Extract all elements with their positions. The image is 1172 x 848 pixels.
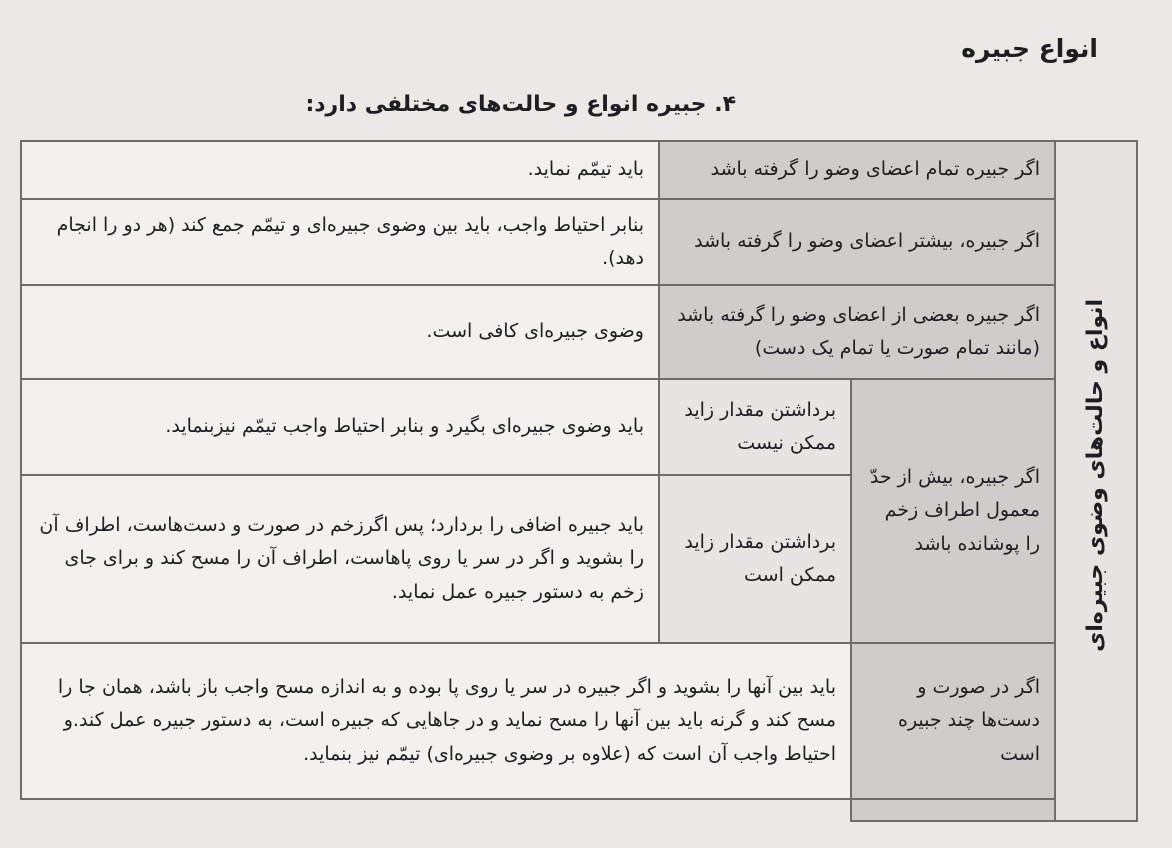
condition-cell: اگر جبیره بعضی از اعضای وضو را گرفته باشد (مانند تمام صورت یا تمام یک دست) — [659, 285, 1055, 379]
table-row — [21, 379, 1137, 475]
ruling-cell: باید بین آنها را بشوید و اگر جبیره در سر یا روی پا بوده و به اندازه مسح واجب باز باشد، همان جا را مسح کند و گرنه باید بین آنها را مسح نماید و در جاهایی که جبیره است، به دستور جبیره عمل کند.و احتیاط واجب آن است که (علاوه بر وضوی جبیره‌ای) تیمّم نیز بنماید. — [21, 643, 851, 799]
table-row — [21, 141, 1137, 199]
empty-cell — [21, 799, 851, 821]
ruling-cell: باید جبیره اضافی را بردارد؛ پس اگرزخم در صورت و دست‌هاست، اطراف آن را بشوید و اگر در سر یا روی پاهاست، اطراف آن را مسح کند و برای جای زخم به دستور جبیره عمل نماید. — [21, 475, 659, 643]
section-heading: انواع جبیره — [961, 34, 1098, 63]
table-row — [21, 799, 1137, 821]
condition-cell: اگر در صورت و دست‌ها چند جبیره است — [851, 643, 1055, 799]
condition-cell: اگر جبیره، بیش از حدّ معمول اطراف زخم را پوشانده باشد — [851, 379, 1055, 643]
ruling-cell: باید تیمّم نماید. — [21, 141, 659, 199]
intro-text: ۴. جبیره انواع و حالت‌های مختلفی دارد: — [305, 92, 736, 117]
ruling-cell: باید وضوی جبیره‌ای بگیرد و بنابر احتیاط واجب تیمّم نیزبنماید. — [21, 379, 659, 475]
side-label: انواع و حالت‌های وضوی جبیره‌ای — [1082, 298, 1108, 652]
condition-cell: اگر جبیره تمام اعضای وضو را گرفته باشد — [659, 141, 1055, 199]
table-row — [21, 643, 1137, 799]
ruling-cell: بنابر احتیاط واجب، باید بین وضوی جبیره‌ای و تیمّم جمع کند (هر دو را انجام دهد). — [21, 199, 659, 285]
ruling-cell: وضوی جبیره‌ای کافی است. — [21, 285, 659, 379]
table-row — [21, 199, 1137, 285]
empty-cell — [851, 799, 1055, 821]
subcase-cell: برداشتن مقدار زاید ممکن نیست — [659, 379, 851, 475]
side-label-cell — [1055, 141, 1137, 821]
subcase-cell: برداشتن مقدار زاید ممکن است — [659, 475, 851, 643]
jabira-types-table — [20, 140, 1138, 822]
condition-cell: اگر جبیره، بیشتر اعضای وضو را گرفته باشد — [659, 199, 1055, 285]
table-row — [21, 285, 1137, 379]
